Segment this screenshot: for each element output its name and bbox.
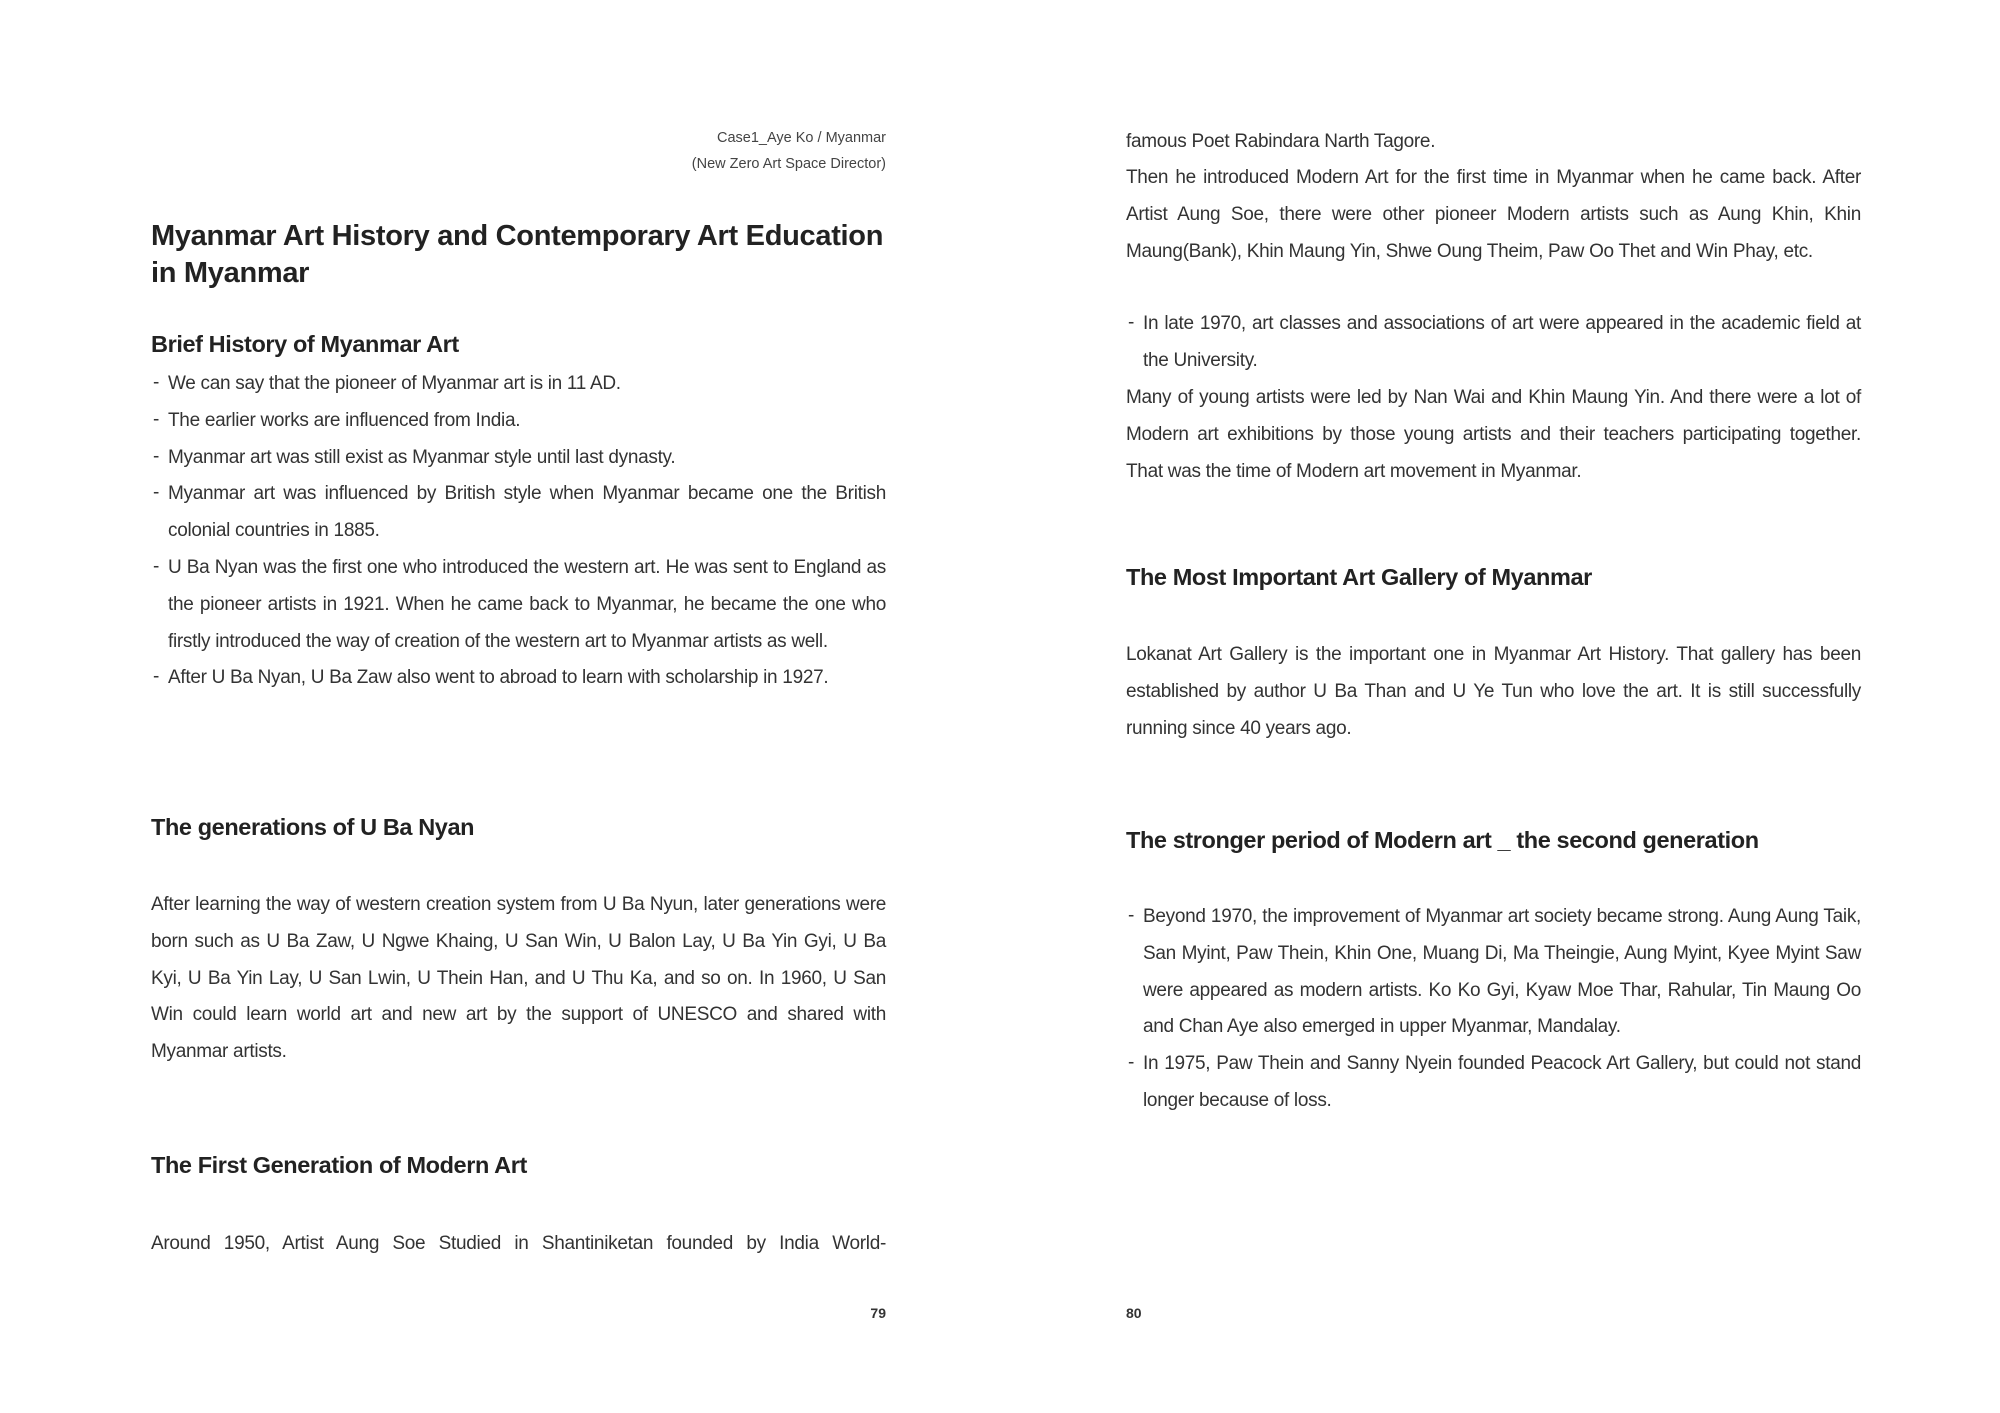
gallery-paragraph-wrap: [1126, 637, 1861, 747]
section-heading-generations: The generations of U Ba Nyan: [151, 814, 475, 840]
second-generation-list: [1126, 899, 1861, 1120]
author-line-2: (New Zero Art Space Director): [691, 156, 886, 172]
generations-paragraph: After learning the way of western creation system from U Ba Nyun, later generations were born such as U Ba Zaw, U Ngwe Khaing, U San Win, U Balon Lay, U Ba Yin Gyi, U Ba Kyi, U Ba Yin Lay, U San Lwin, U Thein Han, and U Thu Ka, and so on. In 1960, U San Win could learn world art and new art by the support of UNESCO and shared with Myanmar artists.: [151, 894, 886, 1063]
left-page: [151, 0, 886, 1413]
list-item: - We can say that the pioneer of Myanmar art is in 11 AD.: [151, 366, 886, 403]
page-title: Myanmar Art History and Contemporary Art Education in Myanmar: [151, 220, 884, 289]
right-page: [1126, 0, 1861, 1413]
author-line-1: Case1_Aye Ko / Myanmar: [717, 130, 886, 146]
list-item: - In 1975, Paw Thein and Sanny Nyein founded Peacock Art Gallery, but could not stand longer because of loss.: [1126, 1046, 1861, 1120]
list-item: - Myanmar art was still exist as Myanmar style until last dynasty.: [151, 440, 886, 477]
section-heading-brief-history: Brief History of Myanmar Art: [151, 331, 459, 357]
para1-wrap: [1126, 160, 1861, 270]
brief-history-list: [151, 366, 886, 697]
continuation-text: famous Poet Rabindara Narth Tagore.: [1126, 131, 1436, 152]
first-generation-paragraph: Around 1950, Artist Aung Soe Studied in Shantiniketan founded by India World-: [151, 1233, 886, 1254]
list-item: - After U Ba Nyan, U Ba Zaw also went to abroad to learn with scholarship in 1927.: [151, 660, 886, 697]
generations-paragraph-wrap: [151, 887, 886, 1071]
list-item: - Myanmar art was influenced by British style when Myanmar became one the British colonial countries in 1885.: [151, 476, 886, 550]
gallery-paragraph: Lokanat Art Gallery is the important one in Myanmar Art History. That gallery has been established by author U Ba Than and U Ye Tun who love the art. It is still successfully running since 40 years ago.: [1126, 644, 1861, 739]
section-heading-art-gallery: The Most Important Art Gallery of Myanmar: [1126, 564, 1592, 590]
young-artists-paragraph: Many of young artists were led by Nan Wai and Khin Maung Yin. And there were a lot of Modern art exhibitions by those young artists and their teachers participating together. That was the time of Modern art movement in Myanmar.: [1126, 387, 1861, 482]
list-item: - In late 1970, art classes and associations of art were appeared in the academic field at the University.: [1126, 306, 1861, 380]
page-number-left: 79: [870, 1305, 886, 1321]
section-heading-first-generation: The First Generation of Modern Art: [151, 1152, 527, 1178]
first-generation-paragraph-wrap: [151, 1226, 886, 1263]
modern-art-paragraph: Then he introduced Modern Art for the first time in Myanmar when he came back. After Artist Aung Soe, there were other pioneer Modern artists such as Aung Khin, Khin Maung(Bank), Khin Maung Yin, Shwe Oung Theim, Paw Oo Thet and Win Phay, etc.: [1126, 167, 1861, 262]
continuation-wrap: [1126, 124, 1861, 161]
section-heading-second-generation: The stronger period of Modern art _ the second generation: [1126, 827, 1759, 853]
page-number-right: 80: [1126, 1305, 1142, 1321]
list-item: - The earlier works are influenced from India.: [151, 403, 886, 440]
late-1970-list: [1126, 306, 1861, 380]
list-item: - U Ba Nyan was the first one who introduced the western art. He was sent to England as the pioneer artists in 1921. When he came back to Myanmar, he became the one who firstly introduced the way of creation of the western art to Myanmar artists as well.: [151, 550, 886, 660]
para2-wrap: [1126, 380, 1861, 490]
list-item: - Beyond 1970, the improvement of Myanmar art society became strong. Aung Aung Taik, San Myint, Paw Thein, Khin One, Muang Di, Ma Theingie, Aung Myint, Kyee Myint Saw were appeared as modern artists. Ko Ko Gyi, Kyaw Moe Thar, Rahular, Tin Maung Oo and Chan Aye also emerged in upper Myanmar, Mandalay.: [1126, 899, 1861, 1046]
